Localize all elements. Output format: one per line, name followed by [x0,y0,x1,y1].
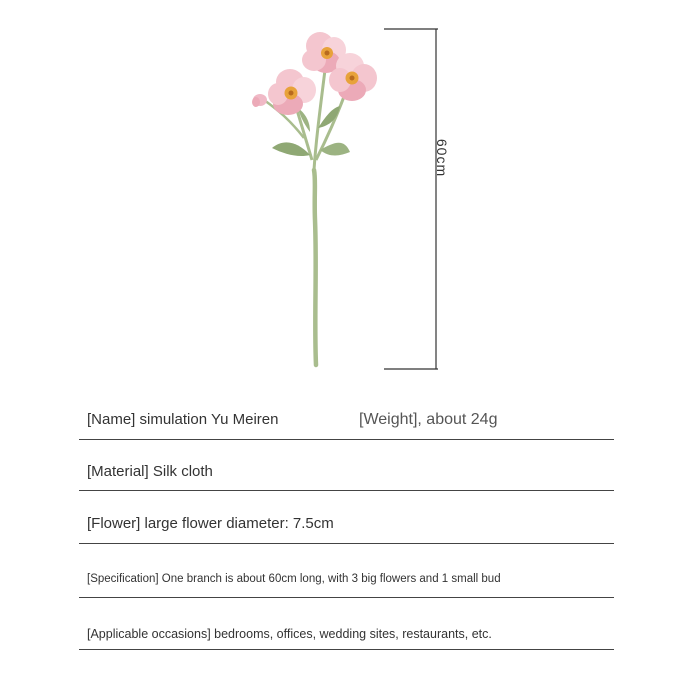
spec-row-occasions [79,598,614,650]
height-label: 60cm [434,138,450,178]
spec-specification: [Specification] One branch is about 60cm long, with 3 big flowers and 1 small bud [87,573,501,585]
spec-row-material [79,440,614,491]
flower-image [240,20,400,380]
spec-material: [Material] Silk cloth [87,463,213,480]
flower-bud [252,94,267,107]
spec-name: [Name] simulation Yu Meiren [87,411,279,428]
flower-left [268,69,316,115]
leaf-left [272,142,310,156]
spec-occasions: [Applicable occasions] bedrooms, offices, wedding sites, restaurants, etc. [87,627,492,641]
spec-row-specification [79,544,614,598]
spec-weight: [Weight], about 24g [359,411,498,428]
main-stem [314,170,316,365]
spec-table [79,398,614,650]
spec-flower: [Flower] large flower diameter: 7.5cm [87,515,334,532]
spec-row-flower [79,491,614,544]
spec-row-name-weight [79,398,614,440]
height-dimension-marker [380,28,440,370]
